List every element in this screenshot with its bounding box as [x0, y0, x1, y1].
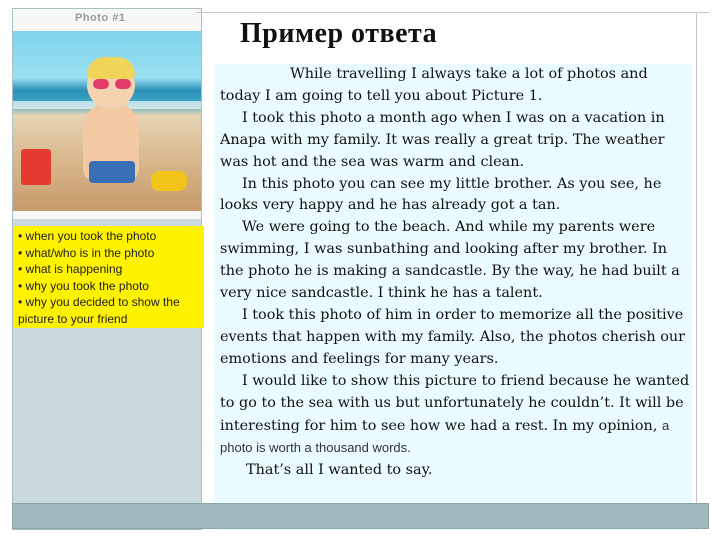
child-hair	[87, 57, 135, 79]
essay-paragraph: I took this photo of him in order to memorize all the positive events that happen with my family. Also, the photos cherish our emotions and feelings for many years.	[220, 306, 686, 367]
quote-text: a photo is worth a thousand words.	[220, 417, 670, 456]
photo-card	[13, 9, 201, 219]
red-bucket	[21, 149, 51, 185]
essay-sentence: I would like to show this picture to friend because he wanted to go to the sea with us but unfortunately he couldn’t. It will be interesting for him to see how we had a rest. In my opinion,	[220, 372, 690, 434]
essay-paragraph: We were going to the beach. And while my parents were swimming, I was sunbathing and looking after my brother. In the photo he is making a sandcastle. By the way, he had built a very nice sandcastle. I think he has a talent.	[220, 219, 680, 302]
essay-paragraph: In this photo you can see my little brother. As you see, he looks very happy and he has already got a tan.	[220, 175, 662, 214]
slide-title: Пример ответа	[240, 18, 438, 49]
prompt-item: • what is happening	[18, 261, 200, 278]
child-shorts	[89, 161, 135, 183]
essay-paragraph: I took this photo a month ago when I was on a vacation in Anapa with my family. It was really a great trip. The weather was hot and the sea was warm and clean.	[220, 109, 665, 170]
footer-bar	[12, 503, 709, 529]
essay-paragraph: While travelling I always take a lot of photos and today I am going to tell you about Picture 1.	[220, 66, 648, 104]
essay-paragraph	[220, 371, 692, 461]
prompt-list	[18, 228, 200, 327]
prompt-notes	[14, 226, 204, 328]
frame-line	[696, 12, 697, 530]
yellow-toy	[151, 171, 187, 191]
essay-closing: That’s all I wanted to say.	[246, 462, 433, 479]
photo-caption: Photo #1	[75, 12, 126, 24]
prompt-item: • why you took the photo	[18, 278, 200, 295]
prompt-item: • why you decided to show the picture to your friend	[18, 294, 200, 327]
title-divider	[196, 12, 710, 13]
prompt-item: • what/who is in the photo	[18, 245, 200, 262]
prompt-item: • when you took the photo	[18, 228, 200, 245]
beach-photo	[13, 31, 201, 211]
essay-text	[220, 64, 692, 482]
sunglasses-icon	[93, 79, 131, 89]
